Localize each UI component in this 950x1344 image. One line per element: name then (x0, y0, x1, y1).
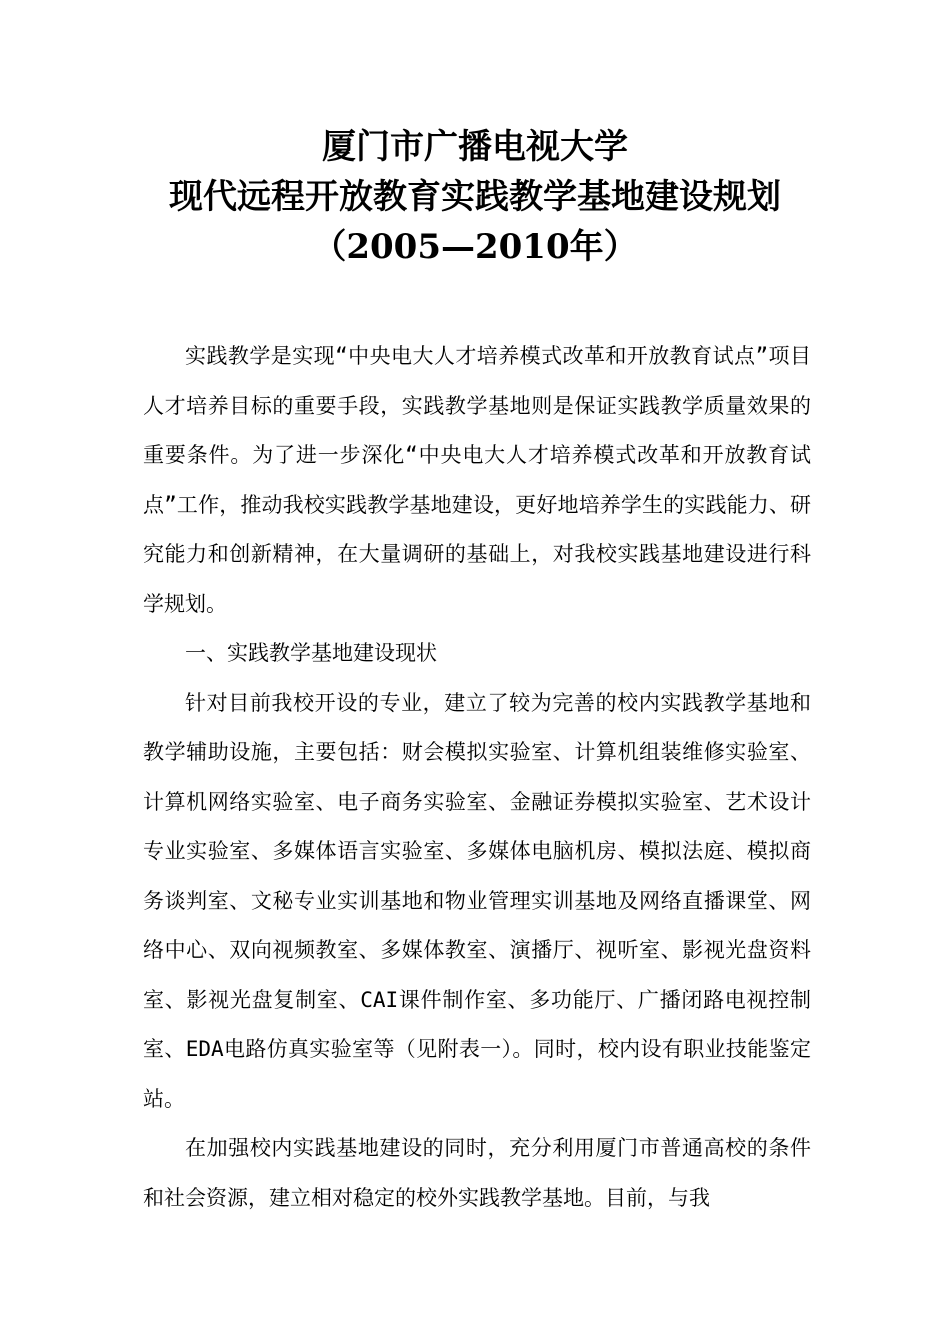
paragraph-off-campus-bases: 在加强校内实践基地建设的同时，充分利用厦门市普通高校的条件和社会资源，建立相对稳定的校外实践教学基地。目前，与我 (143, 1136, 811, 1210)
document-body (143, 332, 811, 1223)
section-heading-current-status: 一、实践教学基地建设现状 (185, 641, 437, 665)
title-line-institution: 厦门市广播电视大学 (322, 127, 628, 167)
paragraph-introduction: 实践教学是实现“中央电大人才培养模式改革和开放教育试点”项目人才培养目标的重要手段，实践教学基地则是保证实践教学质量效果的重要条件。为了进一步深化“中央电大人才培养模式改革和开放教育试点”工作，推动我校实践教学基地建设，更好地培养学生的实践能力、研究能力和创新精神，在大量调研的基础上，对我校实践基地建设进行科学规划。 (143, 344, 811, 616)
paragraph-on-campus-facilities: 针对目前我校开设的专业，建立了较为完善的校内实践教学基地和教学辅助设施，主要包括：财会模拟实验室、计算机组装维修实验室、计算机网络实验室、电子商务实验室、金融证券模拟实验室、艺术设计专业实验室、多媒体语言实验室、多媒体电脑机房、模拟法庭、模拟商务谈判室、文秘专业实训基地和物业管理实训基地及网络直播课堂、网络中心、双向视频教室、多媒体教室、演播厅、视听室、影视光盘资料室、影视光盘复制室、CAI课件制作室、多功能厅、广播闭路电视控制室、EDA电路仿真实验室等（见附表一）。同时，校内设有职业技能鉴定站。 (143, 690, 811, 1111)
title-line-period: （2005—2010年） (312, 227, 638, 267)
title-line-plan-name: 现代远程开放教育实践教学基地建设规划 (169, 177, 781, 217)
document-title (0, 122, 950, 272)
